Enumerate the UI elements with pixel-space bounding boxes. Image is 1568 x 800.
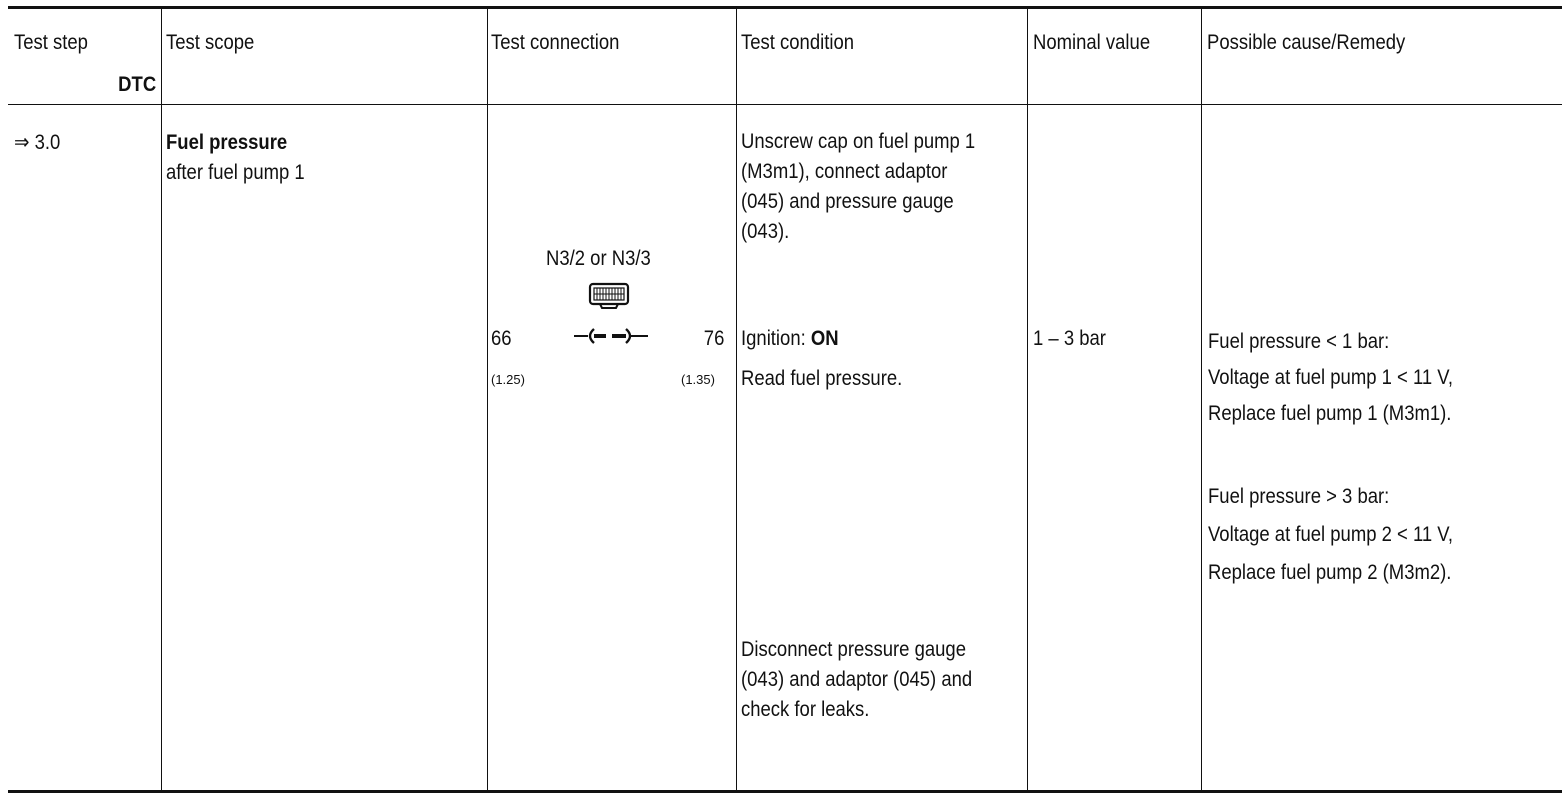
ignition-value: ON bbox=[810, 327, 839, 350]
remedy-line: Replace fuel pump 1 (M3m1). bbox=[1208, 402, 1452, 425]
table-top-rule bbox=[8, 6, 1562, 9]
table-bottom-rule bbox=[8, 790, 1562, 793]
remedy-line: Fuel pressure < 1 bar: bbox=[1208, 330, 1390, 353]
header-test-connection: Test connection bbox=[491, 31, 620, 54]
plug-socket-icon bbox=[572, 326, 652, 346]
header-test-step: Test step bbox=[14, 31, 88, 54]
remedy-line: Replace fuel pump 2 (M3m2). bbox=[1208, 561, 1452, 584]
condition-line: (043). bbox=[741, 220, 790, 243]
header-nominal-value: Nominal value bbox=[1033, 31, 1151, 54]
condition-setup-instructions bbox=[741, 127, 975, 247]
connection-module: N3/2 or N3/3 bbox=[546, 247, 651, 270]
read-pressure-instruction: Read fuel pressure. bbox=[741, 367, 903, 390]
pin-right-number: 76 bbox=[703, 327, 724, 350]
header-test-scope: Test scope bbox=[166, 31, 255, 54]
ignition-instruction bbox=[741, 324, 839, 353]
header-dtc: DTC bbox=[118, 73, 156, 96]
connector-block-icon bbox=[588, 282, 630, 310]
condition-cleanup-instructions bbox=[741, 635, 972, 725]
remedy-low-pressure bbox=[1208, 324, 1453, 432]
condition-line: (043) and adaptor (045) and bbox=[741, 668, 973, 691]
column-divider-1 bbox=[161, 7, 162, 792]
ignition-label: Ignition: bbox=[741, 327, 806, 350]
nominal-value: 1 – 3 bar bbox=[1033, 327, 1106, 350]
column-divider-2 bbox=[487, 7, 488, 792]
test-scope-title: Fuel pressure bbox=[166, 131, 288, 154]
column-divider-5 bbox=[1201, 7, 1202, 792]
pin-right-wire-size: (1.35) bbox=[681, 372, 715, 387]
remedy-line: Voltage at fuel pump 2 < 11 V, bbox=[1208, 523, 1454, 546]
header-possible-cause: Possible cause/Remedy bbox=[1207, 31, 1406, 54]
condition-line: (M3m1), connect adaptor bbox=[741, 160, 948, 183]
remedy-line: Fuel pressure > 3 bar: bbox=[1208, 485, 1390, 508]
header-test-condition: Test condition bbox=[741, 31, 855, 54]
column-divider-3 bbox=[736, 7, 737, 792]
remedy-high-pressure bbox=[1208, 478, 1453, 592]
pin-left-number: 66 bbox=[491, 327, 512, 350]
test-scope-detail: after fuel pump 1 bbox=[166, 161, 305, 184]
header-divider-rule bbox=[8, 104, 1562, 105]
remedy-line: Voltage at fuel pump 1 < 11 V, bbox=[1208, 366, 1454, 389]
pin-left-wire-size: (1.25) bbox=[491, 372, 525, 387]
condition-line: check for leaks. bbox=[741, 698, 870, 721]
condition-line: (045) and pressure gauge bbox=[741, 190, 954, 213]
test-step-number: ⇒ 3.0 bbox=[14, 131, 61, 154]
condition-line: Unscrew cap on fuel pump 1 bbox=[741, 130, 976, 153]
condition-line: Disconnect pressure gauge bbox=[741, 638, 966, 661]
column-divider-4 bbox=[1027, 7, 1028, 792]
